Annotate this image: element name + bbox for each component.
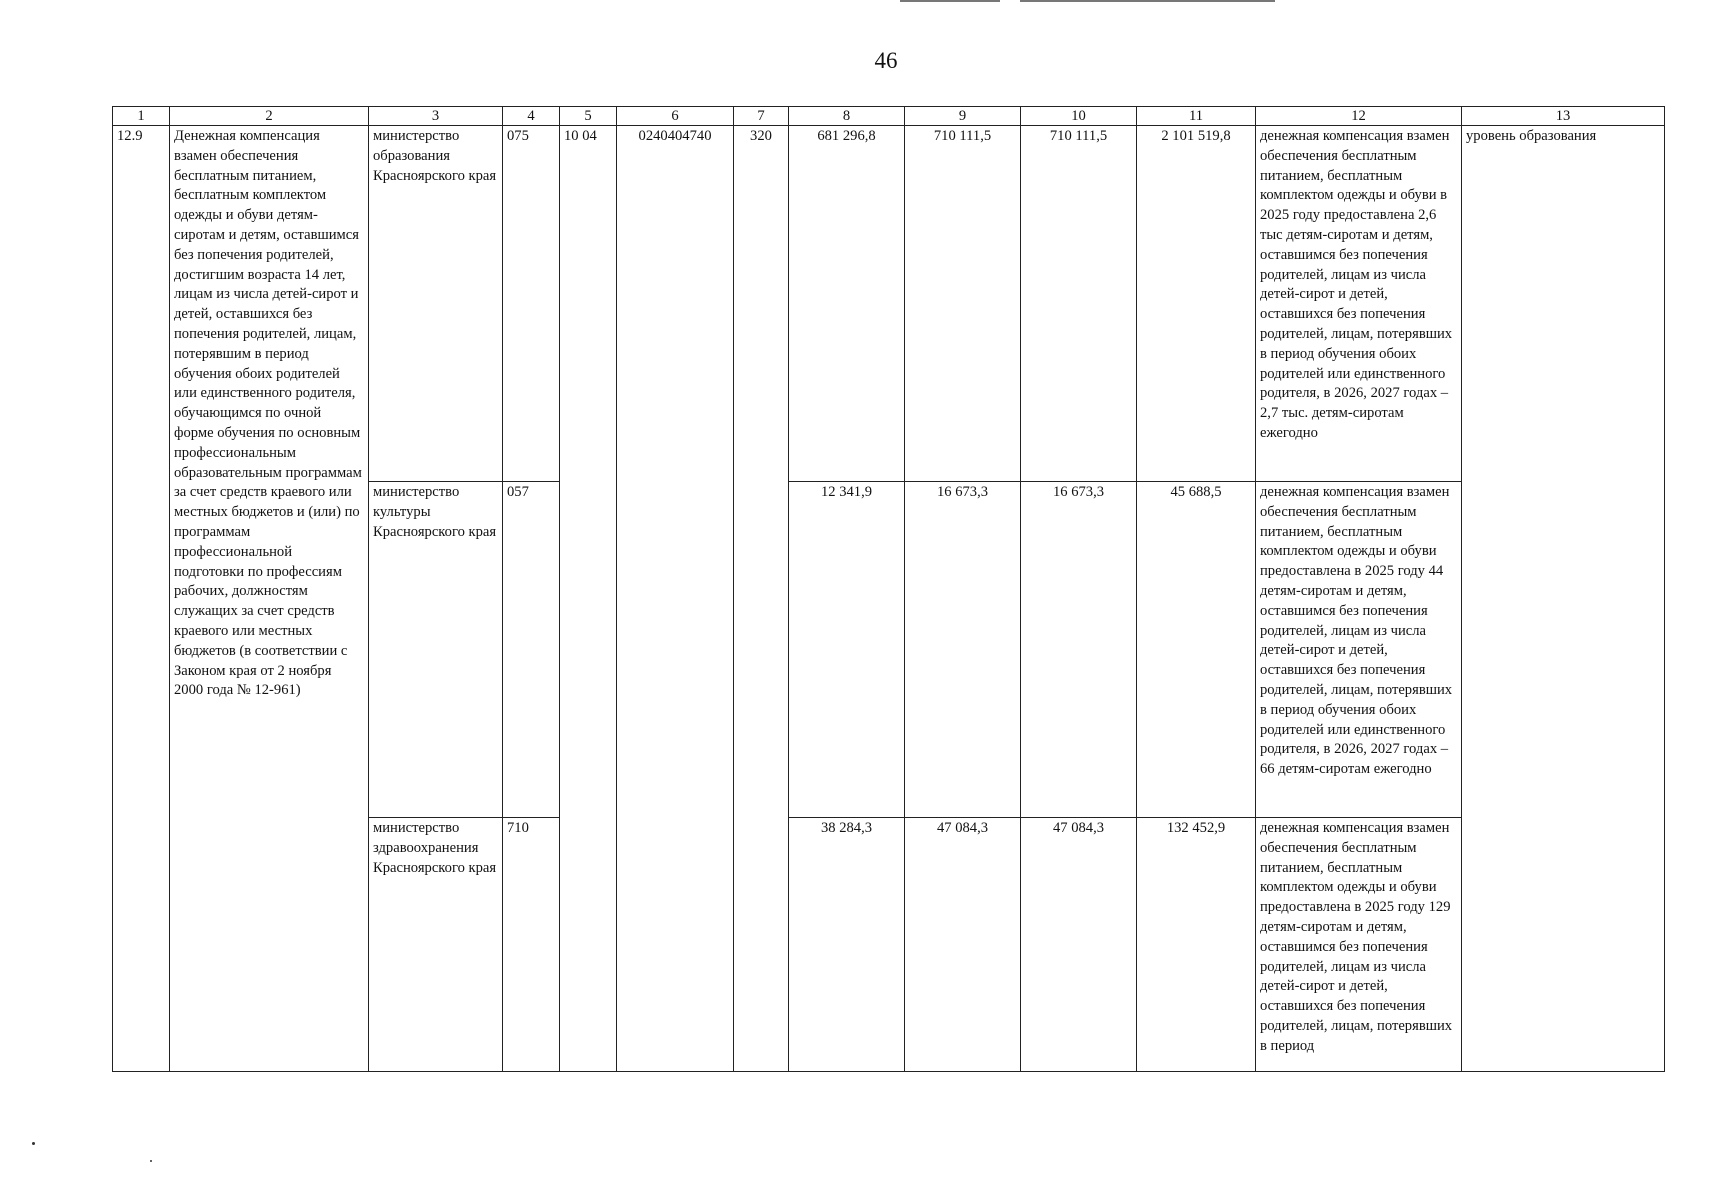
amount-2026: 47 084,3 [905, 818, 1021, 1072]
header-cell: 8 [789, 107, 905, 126]
item-description: Денежная компенсация взамен обеспечения бесплатным питанием, бесплатным комплектом одежды и обуви детям-сиротам и детям, оставшимся без попечения родителей, достигшим возраста 14 лет, лицам из числа детей-сирот и детей, оставшихся без попечения родителей, лицам, потерявшим в период обучения обоих родителей или единственного родителя, обучающимся по очной форме обучения по основным профессиональным образовательным программам за счет средств краевого или местных бюджетов и (или) по программам профессиональной подготовки по профессиям рабочих, должностям служащих за счет средств краевого или местных бюджетов (в соответствии с Законом края от 2 ноября 2000 года № 12-961) [170, 126, 369, 1072]
ministry-code: 075 [503, 126, 560, 482]
amount-2026: 16 673,3 [905, 482, 1021, 818]
amount-2026: 710 111,5 [905, 126, 1021, 482]
target-code: 0240404740 [617, 126, 734, 1072]
indicator: уровень образования [1462, 126, 1665, 1072]
ministry-code: 057 [503, 482, 560, 818]
scan-strip [1020, 0, 1275, 2]
table-header [113, 107, 1665, 126]
amount-2025: 681 296,8 [789, 126, 905, 482]
ministry-code: 710 [503, 818, 560, 1072]
page-number: 46 [874, 48, 898, 73]
header-cell: 4 [503, 107, 560, 126]
header-cell: 9 [905, 107, 1021, 126]
header-cell: 3 [369, 107, 503, 126]
table-row [113, 126, 1665, 482]
amount-2027: 16 673,3 [1021, 482, 1137, 818]
amount-total: 132 452,9 [1137, 818, 1256, 1072]
scan-dot [150, 1160, 152, 1162]
expected-result: денежная компенсация взамен обеспечения бесплатным питанием, бесплатным комплектом одежды и обуви предоставлена в 2025 году 129 детям-сиротам и детям, оставшимся без попечения родителей, лицам из числа детей-сирот и детей, оставшихся без попечения родителей, лицам, потерявших в период [1256, 818, 1462, 1072]
header-cell: 7 [734, 107, 789, 126]
header-cell: 11 [1137, 107, 1256, 126]
ministry-name: министерство здравоохранения Красноярского края [369, 818, 503, 1072]
header-cell: 6 [617, 107, 734, 126]
expected-result: денежная компенсация взамен обеспечения бесплатным питанием, бесплатным комплектом одежды и обуви в 2025 году предоставлена 2,6 тыс детям-сиротам и детям, оставшимся без попечения родителей, лицам из числа детей-сирот и детей, оставшихся без попечения родителей, лицам, потерявших в период обучения обоих родителей или единственного родителя, в 2026, 2027 годах – 2,7 тыс. детям-сиротам ежегодно [1256, 126, 1462, 482]
program-table [112, 106, 1665, 1072]
expected-result: денежная компенсация взамен обеспечения бесплатным питанием, бесплатным комплектом одежды и обуви предоставлена в 2025 году 44 детям-сиротам и детям, оставшимся без попечения родителей, лицам из числа детей-сирот и детей, оставшихся без попечения родителей, лицам, потерявших в период обучения обоих родителей или единственного родителя, в 2026, 2027 годах – 66 детям-сиротам ежегодно [1256, 482, 1462, 818]
amount-2027: 47 084,3 [1021, 818, 1137, 1072]
amount-total: 45 688,5 [1137, 482, 1256, 818]
scan-dot [32, 1142, 35, 1145]
expense-type: 320 [734, 126, 789, 1072]
amount-2025: 12 341,9 [789, 482, 905, 818]
section-code: 10 04 [560, 126, 617, 1072]
header-cell: 12 [1256, 107, 1462, 126]
header-cell: 1 [113, 107, 170, 126]
amount-2027: 710 111,5 [1021, 126, 1137, 482]
header-cell: 2 [170, 107, 369, 126]
amount-total: 2 101 519,8 [1137, 126, 1256, 482]
header-cell: 10 [1021, 107, 1137, 126]
header-cell: 5 [560, 107, 617, 126]
ministry-name: министерство образования Красноярского края [369, 126, 503, 482]
amount-2025: 38 284,3 [789, 818, 905, 1072]
header-cell: 13 [1462, 107, 1665, 126]
item-number: 12.9 [113, 126, 170, 1072]
ministry-name: министерство культуры Красноярского края [369, 482, 503, 818]
scan-strip [900, 0, 1000, 2]
